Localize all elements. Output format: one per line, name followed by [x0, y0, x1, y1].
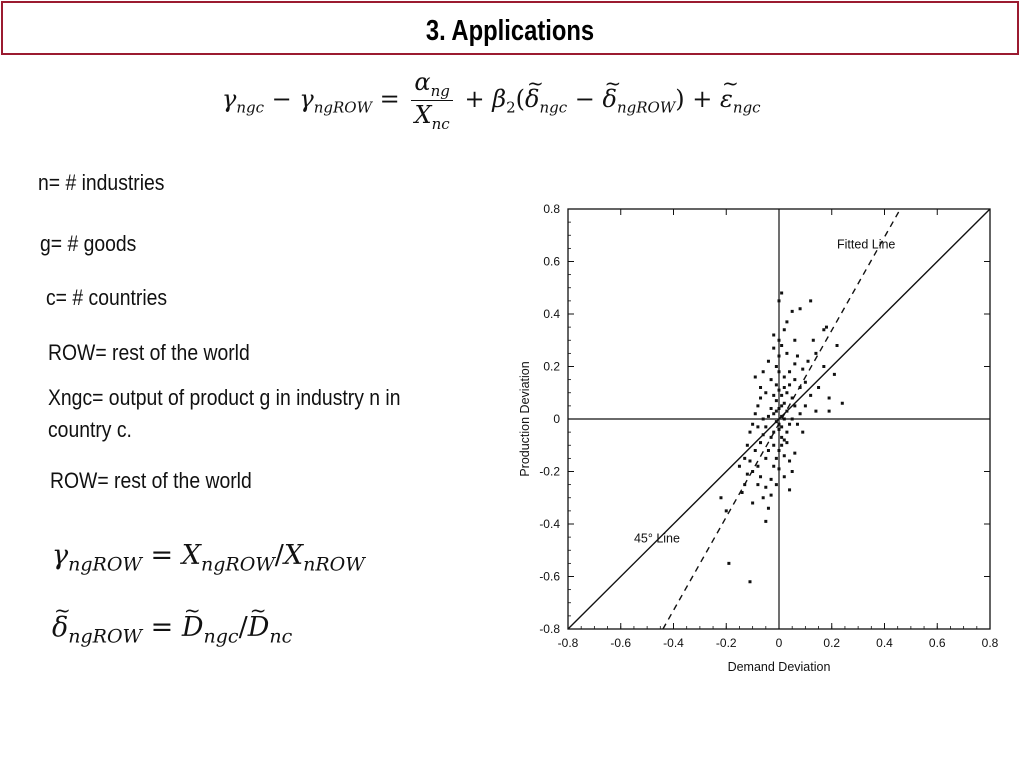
data-point: [775, 365, 778, 368]
data-point: [767, 415, 770, 418]
data-point: [793, 404, 796, 407]
data-point: [719, 496, 722, 499]
data-point: [791, 310, 794, 313]
x-tick-label: 0: [775, 636, 783, 650]
scatter-chart: [500, 190, 1020, 680]
note-goods: g= # goods: [40, 231, 137, 256]
data-point: [778, 299, 781, 302]
data-point: [783, 475, 786, 478]
data-point: [809, 394, 812, 397]
data-point: [780, 394, 783, 397]
data-point: [764, 425, 767, 428]
x-tick-label: 0.2: [823, 636, 841, 650]
data-point: [799, 412, 802, 415]
data-point: [780, 425, 783, 428]
note-xngc: Xngc= output of product g in industry n in country c.: [48, 385, 401, 442]
data-point: [770, 478, 773, 481]
data-point: [796, 355, 799, 358]
data-point: [772, 431, 775, 434]
data-point: [791, 418, 794, 421]
data-point: [809, 299, 812, 302]
data-point: [751, 502, 754, 505]
data-point: [801, 431, 804, 434]
x-tick-label: 0.8: [981, 636, 999, 650]
data-point: [807, 360, 810, 363]
y-tick-label: -0.8: [539, 622, 560, 636]
title-bar: [1, 1, 1019, 55]
data-point: [783, 386, 786, 389]
y-tick-label: 0.4: [543, 307, 560, 321]
x-axis-label: Demand Deviation: [727, 660, 831, 674]
data-point: [754, 376, 757, 379]
data-point: [793, 378, 796, 381]
data-point: [764, 520, 767, 523]
data-point: [775, 399, 778, 402]
data-point: [788, 370, 791, 373]
y-tick-label: -0.2: [539, 464, 560, 479]
data-point: [756, 425, 759, 428]
data-point: [783, 454, 786, 457]
data-point: [727, 562, 730, 565]
data-point: [759, 441, 762, 444]
data-point: [743, 457, 746, 460]
data-point: [772, 394, 775, 397]
data-point: [793, 362, 796, 365]
data-point: [780, 404, 783, 407]
data-point: [804, 381, 807, 384]
x-tick-label: -0.4: [663, 636, 684, 650]
data-point: [756, 465, 759, 468]
data-point: [775, 410, 778, 413]
x-tick-label: 0.6: [928, 636, 946, 650]
data-point: [764, 391, 767, 394]
data-point: [833, 373, 836, 376]
data-point: [785, 352, 788, 355]
data-point: [762, 418, 765, 421]
regression-equation: $\gamma_{ngc} - \gamma_{ngROW}$ = $\frac{\alpha_{ng}}{X_{nc}}$ + $\beta_2(\sim$ $\delta_{ngc}$ − ~ $\delta_{ngROW}$) + ~ $\varepsilon_{ngc}$: [222, 68, 761, 133]
data-point: [764, 457, 767, 460]
data-point: [804, 404, 807, 407]
gamma-row-definition: $\gamma_{ngROW} = X_{ngROW}/X_{nROW}$: [52, 540, 365, 576]
data-point: [791, 470, 794, 473]
data-point: [780, 436, 783, 439]
data-point: [772, 334, 775, 337]
data-point: [799, 307, 802, 310]
data-point: [814, 352, 817, 355]
data-point: [738, 465, 741, 468]
data-point: [778, 355, 781, 358]
data-point: [746, 473, 749, 476]
line-annotation: 45° Line: [633, 531, 680, 546]
data-point: [841, 402, 844, 405]
data-point: [788, 423, 791, 426]
data-point: [770, 494, 773, 497]
x-tick-label: -0.2: [715, 636, 737, 650]
data-point: [759, 386, 762, 389]
data-point: [799, 386, 802, 389]
data-point: [756, 483, 759, 486]
data-point: [754, 412, 757, 415]
data-point: [748, 460, 751, 463]
data-point: [791, 397, 794, 400]
data-point: [772, 347, 775, 350]
data-point: [770, 407, 773, 410]
y-tick-label: 0: [553, 412, 560, 426]
data-point: [825, 326, 828, 329]
data-point: [775, 383, 778, 386]
data-point: [775, 420, 778, 423]
data-point: [751, 470, 754, 473]
data-point: [785, 431, 788, 434]
data-point: [778, 467, 781, 470]
data-point: [746, 444, 749, 447]
data-point: [783, 439, 786, 442]
data-point: [778, 423, 781, 426]
data-point: [828, 397, 831, 400]
data-point: [783, 376, 786, 379]
y-tick-label: 0.2: [543, 359, 560, 374]
data-point: [764, 486, 767, 489]
data-point: [759, 397, 762, 400]
note-row-repeat: ROW= rest of the world: [50, 468, 252, 493]
data-point: [783, 418, 786, 421]
data-point: [778, 449, 781, 452]
data-point: [754, 449, 757, 452]
data-point: [793, 339, 796, 342]
line-annotation: Fitted Line: [837, 237, 896, 252]
data-point: [770, 436, 773, 439]
data-point: [759, 475, 762, 478]
data-point: [756, 404, 759, 407]
data-point: [762, 370, 765, 373]
data-point: [783, 402, 786, 405]
note-industries: n= # industries: [38, 170, 165, 195]
data-point: [762, 433, 765, 436]
data-point: [748, 580, 751, 583]
data-point: [767, 507, 770, 510]
data-point: [788, 488, 791, 491]
slide-title: 3. Applications: [425, 15, 595, 47]
data-point: [785, 410, 788, 413]
note-countries: c= # countries: [46, 285, 168, 310]
data-point: [772, 412, 775, 415]
data-point: [778, 389, 781, 392]
data-point: [836, 344, 839, 347]
data-point: [785, 320, 788, 323]
data-point: [785, 441, 788, 444]
data-point: [822, 365, 825, 368]
x-tick-label: -0.8: [557, 636, 579, 650]
data-point: [772, 444, 775, 447]
y-tick-label: 0.6: [543, 254, 560, 269]
x-tick-label: 0.4: [876, 636, 893, 650]
delta-row-definition: ~ $\delta_{ngROW}$ = ~ $D_{ngc}/\sim$ $D_{nc}$: [52, 612, 292, 647]
data-point: [793, 452, 796, 455]
data-point: [743, 483, 746, 486]
data-point: [725, 509, 728, 512]
data-point: [762, 496, 765, 499]
data-point: [814, 410, 817, 413]
data-point: [778, 339, 781, 342]
data-point: [772, 465, 775, 468]
data-point: [785, 391, 788, 394]
data-point: [741, 491, 744, 494]
data-point: [780, 344, 783, 347]
data-point: [817, 386, 820, 389]
data-point: [775, 483, 778, 486]
data-point: [780, 292, 783, 295]
data-point: [788, 383, 791, 386]
data-point: [828, 410, 831, 413]
data-point: [778, 428, 781, 431]
data-point: [822, 328, 825, 331]
y-tick-label: 0.8: [543, 202, 560, 216]
data-point: [780, 444, 783, 447]
data-point: [767, 360, 770, 363]
data-point: [748, 431, 751, 434]
note-row: ROW= rest of the world: [48, 340, 250, 365]
y-tick-label: -0.6: [539, 569, 560, 584]
data-point: [812, 339, 815, 342]
y-axis-label: Production Deviation: [518, 361, 532, 477]
data-point: [751, 423, 754, 426]
fraction: $\frac{\alpha_{ng}}{X_{nc}}$: [411, 68, 452, 133]
data-point: [778, 370, 781, 373]
data-point: [788, 460, 791, 463]
y-tick-label: -0.4: [539, 517, 560, 531]
data-point: [796, 423, 799, 426]
x-tick-label: -0.6: [610, 636, 632, 650]
data-point: [780, 415, 783, 418]
data-point: [775, 457, 778, 460]
data-point: [770, 378, 773, 381]
data-point: [801, 368, 804, 371]
data-point: [767, 449, 770, 452]
data-point: [778, 407, 781, 410]
data-point: [783, 328, 786, 331]
